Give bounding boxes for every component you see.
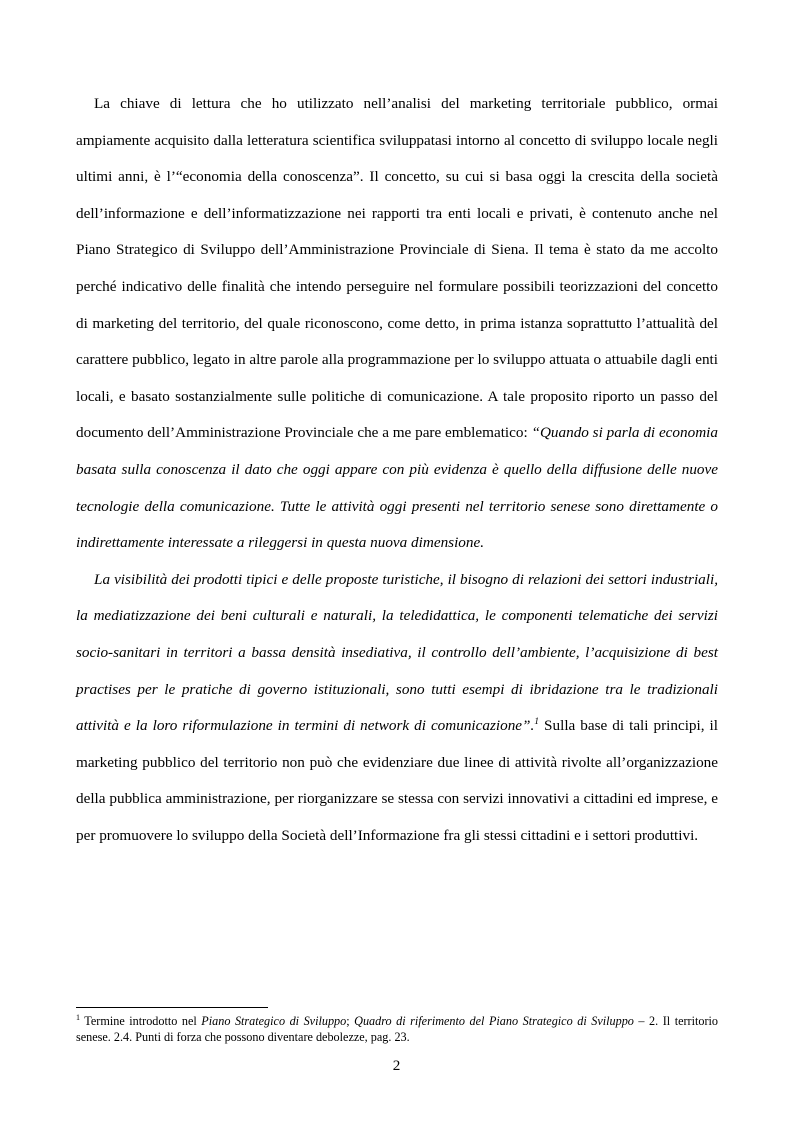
quote-1: “Quando si parla di economia basata sulla conoscenza il dato che oggi appare con più evidenza è quello della diffusione delle nuove tecnologie della comunicazione. Tutte le attività oggi presenti nel territorio senese sono direttamente o indirettamente interessate a rileggersi in questa nuova dimensione. (76, 424, 718, 552)
paragraph-1 (76, 86, 718, 562)
footnote-title-2: Quadro di riferimento del Piano Strategico di Sviluppo (354, 1014, 634, 1028)
paragraph-1-text: La chiave di lettura che ho utilizzato nell’analisi del marketing territoriale pubblico, ormai ampiamente acquisito dalla letteratura scientifica sviluppatasi intorno al concetto di sviluppo locale negli ultimi anni, è l’“economia della conoscenza”. Il concetto, su cui si basa oggi la crescita della società dell’informazione e dell’informatizzazione nei rapporti tra enti locali e privati, è contenuto anche nel Piano Strategico di Sviluppo dell’Amministrazione Provinciale di Siena. Il tema è stato da me accolto perché indicativo delle finalità che intendo perseguire nel formulare possibili teorizzazioni del concetto di marketing del territorio, del quale riconoscono, come detto, in prima istanza soprattutto l’attualità del carattere pubblico, legato in altre parole alla programmazione per lo sviluppo attuata o attuabile dagli enti locali, e basato sostanzialmente sulle politiche di comunicazione. A tale proposito riporto un passo del documento dell’Amministrazione Provinciale che a me pare emblematico: (76, 95, 718, 442)
footnote-title-1: Piano Strategico di Sviluppo (201, 1014, 347, 1028)
footnote-number: 1 (76, 1013, 80, 1022)
footnote-separator: ; (346, 1014, 355, 1028)
quote-2: La visibilità dei prodotti tipici e delle proposte turistiche, il bisogno di relazioni dei settori industriali, la mediatizzazione dei beni culturali e naturali, la teledidattica, le componenti telematiche dei servizi socio-sanitari in territori a bassa densità insediativa, il controllo dell’ambiente, l’acquisizione di best practises per le pratiche di governo istituzionali, sono tutti esempi di ibridazione tra le tradizionali attività e la loro riformulazione in termini di network di comunicazione”. (76, 570, 718, 735)
footnote-prefix: Termine introdotto nel (80, 1014, 202, 1028)
footnote (76, 1013, 718, 1045)
footnote-suffix: – 2. Il territorio senese. 2.4. Punti di forza che possono diventare debolezze, pag. 23. (76, 1014, 719, 1044)
body-text (76, 86, 718, 854)
page-number: 2 (392, 1057, 401, 1074)
paragraph-2-text: Sulla base di tali principi, il marketing pubblico del territorio non può che evidenziare due linee di attività rivolte all’organizzazione della pubblica amministrazione, per riorganizzare se stessa con servizi innovativi a cittadini ed imprese, e per promuovere lo sviluppo della Società dell’Informazione fra gli stessi cittadini e i settori produttivi. (76, 717, 718, 844)
footnote-divider (76, 1007, 268, 1008)
footnote-reference[interactable]: 1 (534, 717, 540, 728)
paragraph-2 (76, 562, 718, 855)
